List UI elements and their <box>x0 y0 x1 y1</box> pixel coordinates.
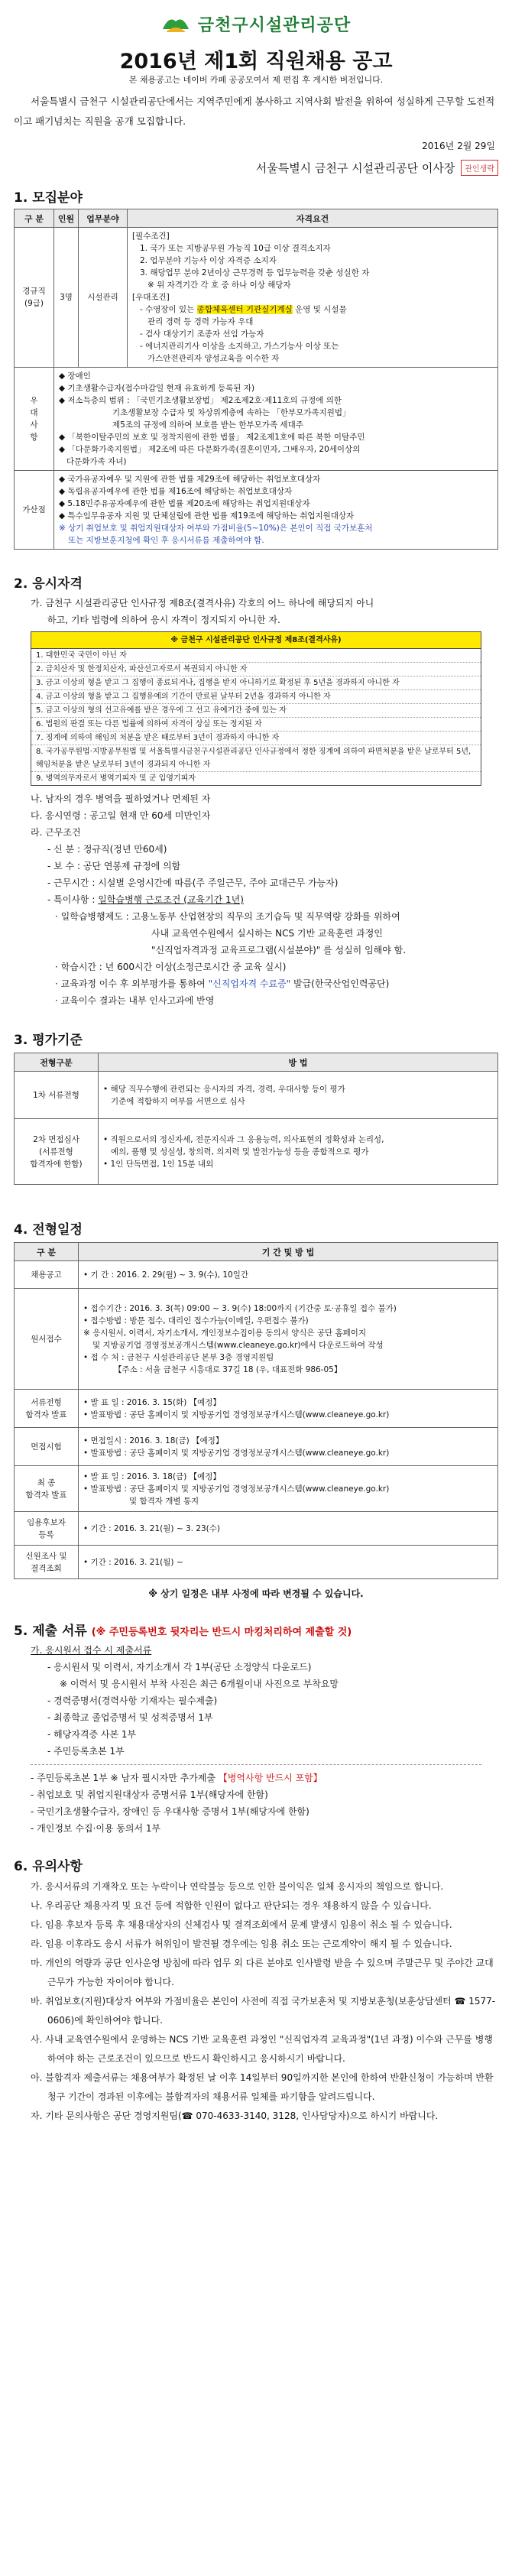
org-header <box>14 0 498 40</box>
cell-preference-label: 우 대 사 항 <box>15 368 54 471</box>
eligibility-line: 다. 응시연령 : 공고일 현재 만 60세 미만인자 <box>31 810 211 821</box>
pref-line: ◆ 「북한이탈주민의 보호 및 정착지원에 관한 법률」 제2조제1호에 따른 북한 이탈주민 <box>59 433 365 442</box>
docs-line: - 주민등록초본 1부 ※ 남자 필시자만 추가제출 【병역사항 반드시 포함】 <box>31 1773 322 1783</box>
note-item: 사. 사내 교육연수원에서 운영하는 NCS 기반 교육훈련 과정인 "신직업자격 교육과정"(1년 과정) 이수와 근무를 병행하여야 하는 근로조건이 있으므로 반드시 확인하시고 응시하시기 바랍니다. <box>31 2034 493 2064</box>
work-condition: - 근무시간 : 시설별 운영시간에 따름(주 주일근무, 주야 교대근무 가능자) <box>47 878 339 888</box>
req-line: ※ 위 자격기간 각 호 중 하나 이상 해당자 <box>147 281 291 290</box>
disqualification-item: 7. 징계에 의하여 해임의 처분을 받은 때로부터 3년이 경과하지 아니한 자 <box>31 732 481 745</box>
work-condition: · 학습시간 : 년 600시간 이상(소정근로시간 중 교육 실시) <box>55 962 287 972</box>
bonus-line: ◆ 5.18민주유공자예우에 관한 법률 제20조에 해당하는 취업지원대상자 <box>59 499 310 508</box>
docs-line: - 해당자격증 사본 1부 <box>47 1729 137 1740</box>
work-condition: · 교육이수 결과는 내부 인사고과에 반영 <box>55 995 215 1006</box>
cell-type: 경규직 (9급) <box>15 228 54 368</box>
table-row <box>15 471 498 550</box>
cell-preference <box>54 368 498 471</box>
pref-line: 다문화가족 자녀) <box>66 457 127 466</box>
signer-name: 서울특별시 금천구 시설관리공단 이사장 <box>255 161 455 175</box>
disqualification-item: 9. 병역의무자로서 병역기피자 및 군 입영기피자 <box>36 774 196 783</box>
docs-line: - 개인정보 수집·이용 동의서 1부 <box>31 1823 161 1834</box>
section-title-schedule: 4. 전형일정 <box>14 1222 83 1238</box>
work-condition: 사내 교육연수원에서 실시하는 NCS 기반 교육훈련 과정인 <box>151 928 383 939</box>
docs-line: 가. 응시원서 접수 시 제출서류 <box>31 1645 152 1656</box>
intro-text: 서울특별시 금천구 시설관리공단에서는 지역주민에게 봉사하고 지역사회 발전을 위하여 성실하게 근무할 도전적이고 패기넘치는 직원을 공개 모집합니다. <box>14 96 495 127</box>
work-condition: · 일학습병행제도 : 고용노동부 산업현장의 직무의 조기습득 및 직무역량 강화를 위하여 <box>55 911 400 922</box>
table-row: 신원조사 및 결격조회 • 기간 : 2016. 3. 21(월) ~ <box>15 1546 498 1579</box>
work-condition: "신직업자격과정 교육프로그램(시설분야)" 를 성실히 임해야 함. <box>151 945 407 955</box>
eligibility-line: 하고, 기타 법령에 의하여 응시 자격이 정지되지 아니한 자. <box>47 615 280 625</box>
docs-line: - 주민등록초본 1부 <box>47 1746 125 1757</box>
note-item: 바. 취업보호(지원)대상자 여부와 가점비율은 본인이 사전에 직접 국가보훈처 및 지방보훈청(보훈상담센터 ☎ 1577-0606)에 확인하여야 합니다. <box>31 1996 496 2026</box>
disqualification-box <box>31 631 481 786</box>
disqualification-item: 3. 금고 이상의 형을 받고 그 집행이 종료되거나, 집행을 받지 아니하기로 확정된 후 5년을 경과하지 아니한 자 <box>31 676 481 690</box>
table-row: 임용후보자 등록 • 기간 : 2016. 3. 21(월) ~ 3. 23(수) <box>15 1512 498 1546</box>
disqualification-item: 1. 대한민국 국민이 아닌 자 <box>31 649 481 663</box>
page-title: 2016년 제1회 직원채용 공고 <box>119 50 393 73</box>
cell-stage: 2차 면접심사 (서류전형 합격자에 한함) <box>15 1119 99 1185</box>
cell-method: • 직원으로서의 정신자세, 전문지식과 그 응용능력, 의사표현의 정확성과 논리성, 예의, 품행 및 성실성, 창의력, 의지력 및 발전가능성 등을 종합적으로 평가 • 1인 단독면접, 1인 15분 내외 <box>99 1119 498 1185</box>
eligibility-line: 가. 금천구 시설관리공단 인사규정 제8조(결격사유) 각호의 어느 하나에 해당되지 아니 <box>31 598 374 608</box>
docs-line: - 취업보호 및 취업지원대상자 증명서류 1부(해당자에 한함) <box>31 1789 268 1800</box>
table-row: 채용공고 • 기 간 : 2016. 2. 29(월) ~ 3. 9(수), 10일간 <box>15 1261 498 1289</box>
pref-line: 제5조의 규정에 의하여 보호를 받는 한부모가족 세대주 <box>112 420 303 430</box>
section-title-evaluation: 3. 평가기준 <box>14 1033 83 1048</box>
bonus-note: 또는 지방보훈지청에 확인 후 응시서류를 제출하여야 함. <box>68 536 264 545</box>
disqualification-item: 5. 금고 이상의 형의 선고유예를 받은 경우에 그 선고 유예기간 중에 있는 자 <box>31 704 481 718</box>
note-item: 아. 불합격자 제출서류는 채용여부가 확정된 날 이후 14일부터 90일까지한 본인에 한하여 반환신청이 가능하며 반환청구 기간이 경과된 이후에는 불합격자의 채용서류 일체를 파기함을 알려드립니다. <box>31 2072 494 2102</box>
col-header-type: 구 분 <box>15 209 54 228</box>
eligibility-line: 라. 근무조건 <box>31 827 81 838</box>
org-name: 금천구시설관리공단 <box>197 15 352 35</box>
table-row: 최 종 합격자 발표 • 발 표 일 : 2016. 3. 18(금) 【예정】 • 발표방법 : 공단 홈페이지 및 지방공기업 경영정보공개시스템(www.cleaneye.go.kr) 및 합격자 개별 통지 <box>15 1466 498 1512</box>
eligibility-line: 나. 남자의 경우 병역을 필하였거나 면제된 자 <box>31 793 211 804</box>
notice-date: 2016년 2월 29일 <box>422 141 495 151</box>
bonus-note: ※ 상기 취업보호 및 취업지원대상자 여부와 가점비율(5~10%)은 본인이 직접 국가보훈처 <box>59 524 373 533</box>
work-condition: - 신 분 : 정규직(정년 만60세) <box>47 844 167 855</box>
cell-bonus-label: 가산점 <box>15 471 54 550</box>
work-condition: - 특이사항 : 일학습병행 근로조건 (교육기간 1년) <box>47 894 244 905</box>
note-item: 마. 개인의 역량과 공단 인사운영 방침에 따라 업무 외 다른 분야로 인사발령 받을 수 있으며 주말근무 및 주야간 교대근무가 가능한 자이어야 합니다. <box>31 1958 494 1987</box>
recruitment-table <box>14 209 498 550</box>
docs-line: - 응시원서 및 이력서, 자기소개서 각 1부(공단 소정양식 다운로드) <box>47 1662 312 1672</box>
docs-line: - 국민기초생활수급자, 장애인 등 우대사항 증명서 1부(해당자에 한함) <box>31 1806 309 1817</box>
org-logo-icon <box>161 12 190 35</box>
req-line: - 에너지관리기사 이상을 소지하고, 가스기능사 이상 또는 <box>140 342 339 351</box>
col-header-method: 방 법 <box>99 1053 498 1072</box>
schedule-table <box>14 1242 498 1579</box>
col-header-requirements: 자격요건 <box>128 209 498 228</box>
disqualification-item: 2. 금치산자 및 한정치산자, 파산선고자로서 복권되지 아니한 자 <box>31 663 481 676</box>
pref-line: ◆ 기초생활수급자(접수마감일 현재 유효하게 등록된 자) <box>59 384 255 393</box>
note-item: 라. 임용 이후라도 응시 서류가 허위임이 발견될 경우에는 임용 취소 또는 근로계약이 해지 될 수 있습니다. <box>31 1938 452 1949</box>
docs-line: - 경력증명서(경력사항 기재자는 필수제출) <box>47 1695 218 1706</box>
table-row <box>15 1072 498 1119</box>
note-item: 다. 임용 후보자 등록 후 채용대상자의 신체검사 및 결격조회에서 문제 발생시 임용이 취소 될 수 있습니다. <box>31 1919 452 1930</box>
seal-stamp: 관인생략 <box>461 160 498 176</box>
table-row <box>15 228 498 368</box>
req-line: 관리 경력 등 경력 가능자 우대 <box>147 317 254 326</box>
req-line: - 수영장이 있는 종합체육센터 기관실기계실 운영 및 시설물 <box>140 305 347 314</box>
req-line: [우대조건] <box>132 293 170 302</box>
disqualification-item: 6. 법원의 판결 또는 다른 법률에 의하여 자격이 상실 또는 정지된 자 <box>31 718 481 732</box>
notes-list <box>14 1877 498 2126</box>
section-title-notes: 6. 유의사항 <box>14 1859 83 1874</box>
docs-line: ※ 이력서 및 응시원서 부착 사진은 최근 6개월이내 사진으로 부착요망 <box>60 1679 339 1689</box>
note-item: 나. 우리공단 채용자격 및 요건 등에 적합한 인원이 없다고 판단되는 경우 채용하지 않을 수 있습니다. <box>31 1900 432 1911</box>
note-item: 가. 응시서류의 기재착오 또는 누락이나 연락불능 등으로 인한 불이익은 일체 응시자의 책임으로 합니다. <box>31 1881 444 1892</box>
req-line: 1. 국가 또는 지방공무원 가능직 10급 이상 결격소지자 <box>140 244 331 253</box>
pref-line: 기초생활보장 수급자 및 차상위계층에 속하는 「한부모가족지원법」 <box>112 408 351 417</box>
disqualification-item: 8. 국가공무원법·지방공무원법 및 서울특별시금천구시설관리공단 인사규정에서 정한 징계에 의하여 파면처분을 받은 날로부터 5년, 해임처분을 받은 날로부터 3년이 경과되지 아니한 자 <box>31 745 481 772</box>
section-title-eligibility: 2. 응시자격 <box>14 576 83 592</box>
evaluation-table <box>14 1053 498 1185</box>
cell-field: 시설관리 <box>79 228 128 368</box>
bonus-line: ◆ 국가유공자예우 및 지원에 관한 법률 제29조에 해당하는 취업보호대상자 <box>59 475 321 484</box>
table-row: 면접시험 • 면접일시 : 2016. 3. 18(금) 【예정】 • 발표방법 : 공단 홈페이지 및 지방공기업 경영정보공개시스템(www.cleaneye.go.kr) <box>15 1428 498 1466</box>
req-line: 3. 해당업무 분야 2년이상 근무경력 등 업무능력을 갖춘 성실한 자 <box>140 268 370 277</box>
table-row <box>15 1119 498 1185</box>
req-line: 2. 업무분야 기능사 이상 자격증 소지자 <box>140 256 277 265</box>
cell-method: • 해당 직무수행에 관련되는 응시자의 자격, 경력, 우대사항 등이 평가 기준에 적합하지 여부를 서면으로 심사 <box>99 1072 498 1119</box>
table-row: 원서접수 • 접수기간 : 2016. 3. 3(목) 09:00 ~ 3. 9(수) 18:00까지 (기간중 토·공휴일 접수 불가) • 접수방법 : 방문 접수, 대리인 접수가능(이메일, 우편접수 불가) ※ 응시원서, 이력서, 자기소개서, 개인정보수집이용 동의서 양식은 공단 홈페이지 및 지방공기업 경영정보공개시스템(www.cleaneye.go.kr)에서 다운로드하여 작성 • 접 수 처 : 금천구 시설관리공단 본부 3층 경영지원팀 【주소 : 서울 금천구 시흥대로 37길 18 (우, 대표전화 986-05】 <box>15 1289 498 1390</box>
table-row <box>15 368 498 471</box>
pref-line: ◆ 「다문화가족지원법」 제2조에 따른 다문화가족(결혼이민자, 그배우자, 20세이상의 <box>59 445 361 454</box>
col-header-stage: 전형구분 <box>15 1053 99 1072</box>
cell-stage: 1차 서류전형 <box>15 1072 99 1119</box>
sub-note: 본 채용공고는 네이버 카페 공공모여서 제 편집 후 게시한 버전입니다. <box>128 75 384 85</box>
req-line: 가스안전관리자 양성교육을 이수한 자 <box>147 354 280 363</box>
signer-line <box>14 160 498 176</box>
pref-line: ◆ 장애인 <box>59 371 91 381</box>
req-line: - 검사 대상기기 조종자 선임 가능자 <box>140 329 264 339</box>
section-title-documents: 5. 제출 서류 (※ 주민등록번호 뒷자리는 반드시 마킹처리하여 제출할 것) <box>14 1624 352 1639</box>
bonus-line: ◆ 독립유공자예우에 관한 법률 제16조에 해당하는 취업보호대상자 <box>59 487 293 496</box>
cell-requirements <box>128 228 498 368</box>
disqualification-header: ※ 금천구 시설관리공단 인사규정 제8조(결격사유) <box>31 632 481 649</box>
cell-count: 3명 <box>54 228 79 368</box>
col-header-field: 업무분야 <box>79 209 128 228</box>
col-header-period: 기 간 및 방 법 <box>79 1243 498 1261</box>
schedule-note: ※ 상기 일정은 내부 사정에 따라 변경될 수 있습니다. <box>148 1588 364 1599</box>
section-title-recruitment: 1. 모집분야 <box>14 190 83 206</box>
docs-line: - 최종학교 졸업증명서 및 성적증명서 1부 <box>47 1712 213 1723</box>
work-condition: - 보 수 : 공단 연봉제 규정에 의함 <box>47 861 181 871</box>
col-header-stage: 구 분 <box>15 1243 79 1261</box>
note-item: 자. 기타 문의사항은 공단 경영지원팀(☎ 070-4633-3140, 3128, 인사담당자)으로 하시기 바랍니다. <box>31 2110 439 2121</box>
bonus-line: ◆ 특수임무유공자 지원 및 단체설립에 관한 법률 제19조에 해당하는 취업지원대상자 <box>59 511 355 521</box>
table-row: 서류전형 합격자 발표 • 발 표 일 : 2016. 3. 15(화) 【예정】 • 발표방법 : 공단 홈페이지 및 지방공기업 경영정보공개시스템(www.cleaneye.go.kr) <box>15 1390 498 1428</box>
col-header-count: 인원 <box>54 209 79 228</box>
req-line: [필수조건] <box>132 232 170 241</box>
disqualification-item: 4. 금고 이상의 형을 받고 그 집행유예의 기간이 만료된 날부터 2년을 경과하지 아니한 자 <box>31 690 481 704</box>
work-condition: · 교육과정 이수 후 외부평가를 통하여 "신직업자격 수료증" 발급(한국산업인력공단) <box>55 978 390 989</box>
cell-bonus <box>54 471 498 550</box>
pref-line: ◆ 저소득층의 범위 : 「국민기초생활보장법」 제2조제2호·제11호의 규정에 의한 <box>59 396 342 405</box>
